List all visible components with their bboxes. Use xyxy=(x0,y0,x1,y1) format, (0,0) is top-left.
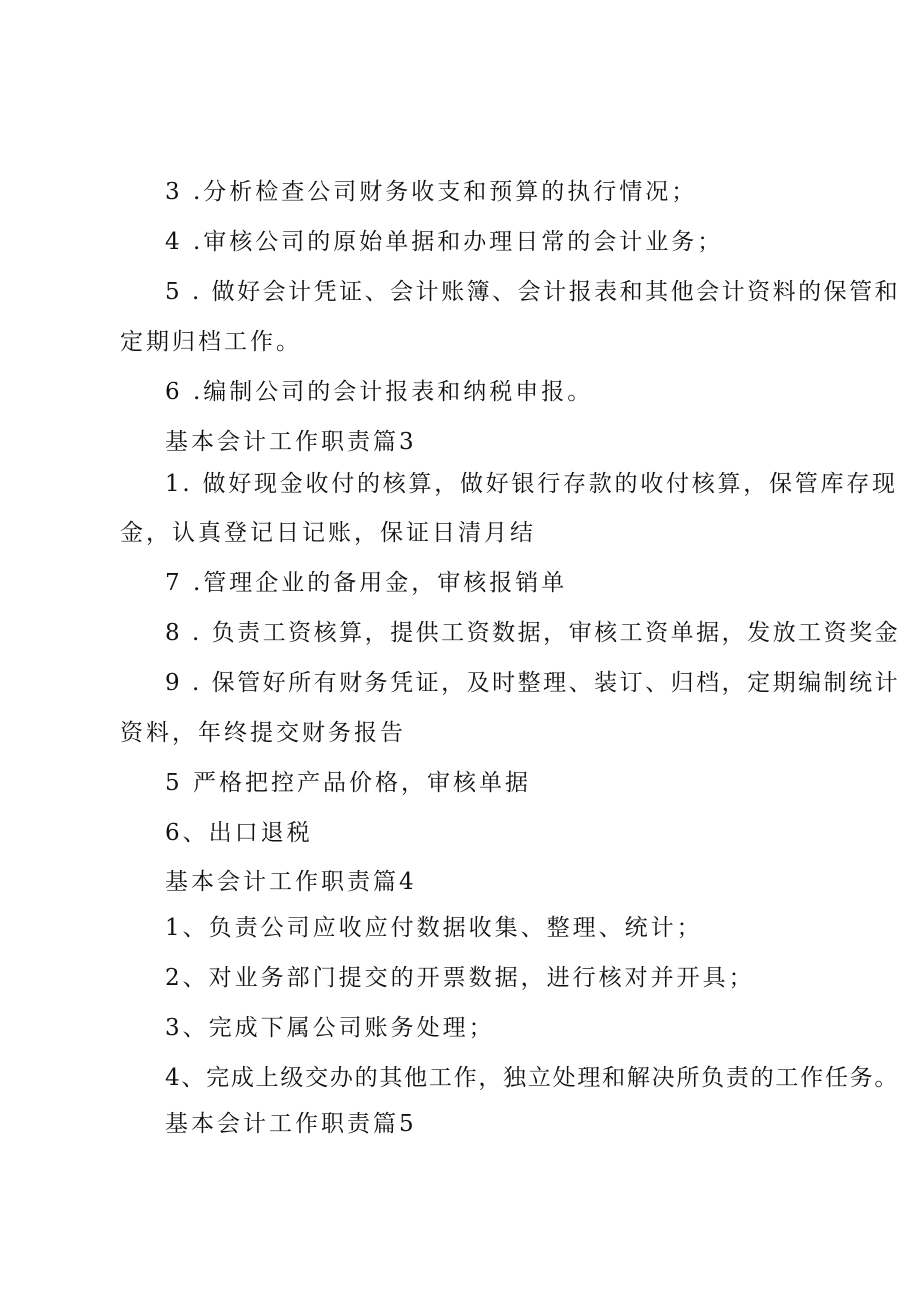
list-item-5: 5 . 做好会计凭证、会计账簿、会计报表和其他会计资料的保管和 xyxy=(165,279,901,305)
list-item-9: 9 . 保管好所有财务凭证，及时整理、装订、归档，定期编制统计 xyxy=(165,670,901,696)
list-item-9-continued: 资料，年终提交财务报告 xyxy=(120,720,406,746)
list-item-5-continued: 定期归档工作。 xyxy=(120,329,302,355)
list-item-6: 6 .编制公司的会计报表和纳税申报。 xyxy=(165,379,594,405)
list-item-8: 8 . 负责工资核算，提供工资数据，审核工资单据，发放工资奖金 xyxy=(165,620,901,646)
list-item-6b: 6、出口退税 xyxy=(165,820,313,846)
list-item-4: 4 .审核公司的原始单据和办理日常的会计业务； xyxy=(165,229,724,255)
list-item-4c: 4、完成上级交办的其他工作，独立处理和解决所负责的工作任务。 xyxy=(165,1065,900,1091)
list-item-1-continued: 金，认真登记日记账，保证日清月结 xyxy=(120,520,536,546)
list-item-3: 3 .分析检查公司财务收支和预算的执行情况； xyxy=(165,179,698,205)
section-heading-4: 基本会计工作职责篇4 xyxy=(165,869,417,895)
list-item-5b: 5 严格把控产品价格，审核单据 xyxy=(165,770,531,796)
list-item-7: 7 .管理企业的备用金，审核报销单 xyxy=(165,570,568,596)
list-item-2c: 2、对业务部门提交的开票数据，进行核对并开具； xyxy=(165,965,755,991)
list-item-1: 1. 做好现金收付的核算，做好银行存款的收付核算，保管库存现 xyxy=(165,471,898,497)
section-heading-5: 基本会计工作职责篇5 xyxy=(165,1111,417,1137)
list-item-3c: 3、完成下属公司账务处理； xyxy=(165,1015,495,1041)
list-item-1c: 1、负责公司应收应付数据收集、整理、统计； xyxy=(165,915,703,941)
section-heading-3: 基本会计工作职责篇3 xyxy=(165,429,417,455)
